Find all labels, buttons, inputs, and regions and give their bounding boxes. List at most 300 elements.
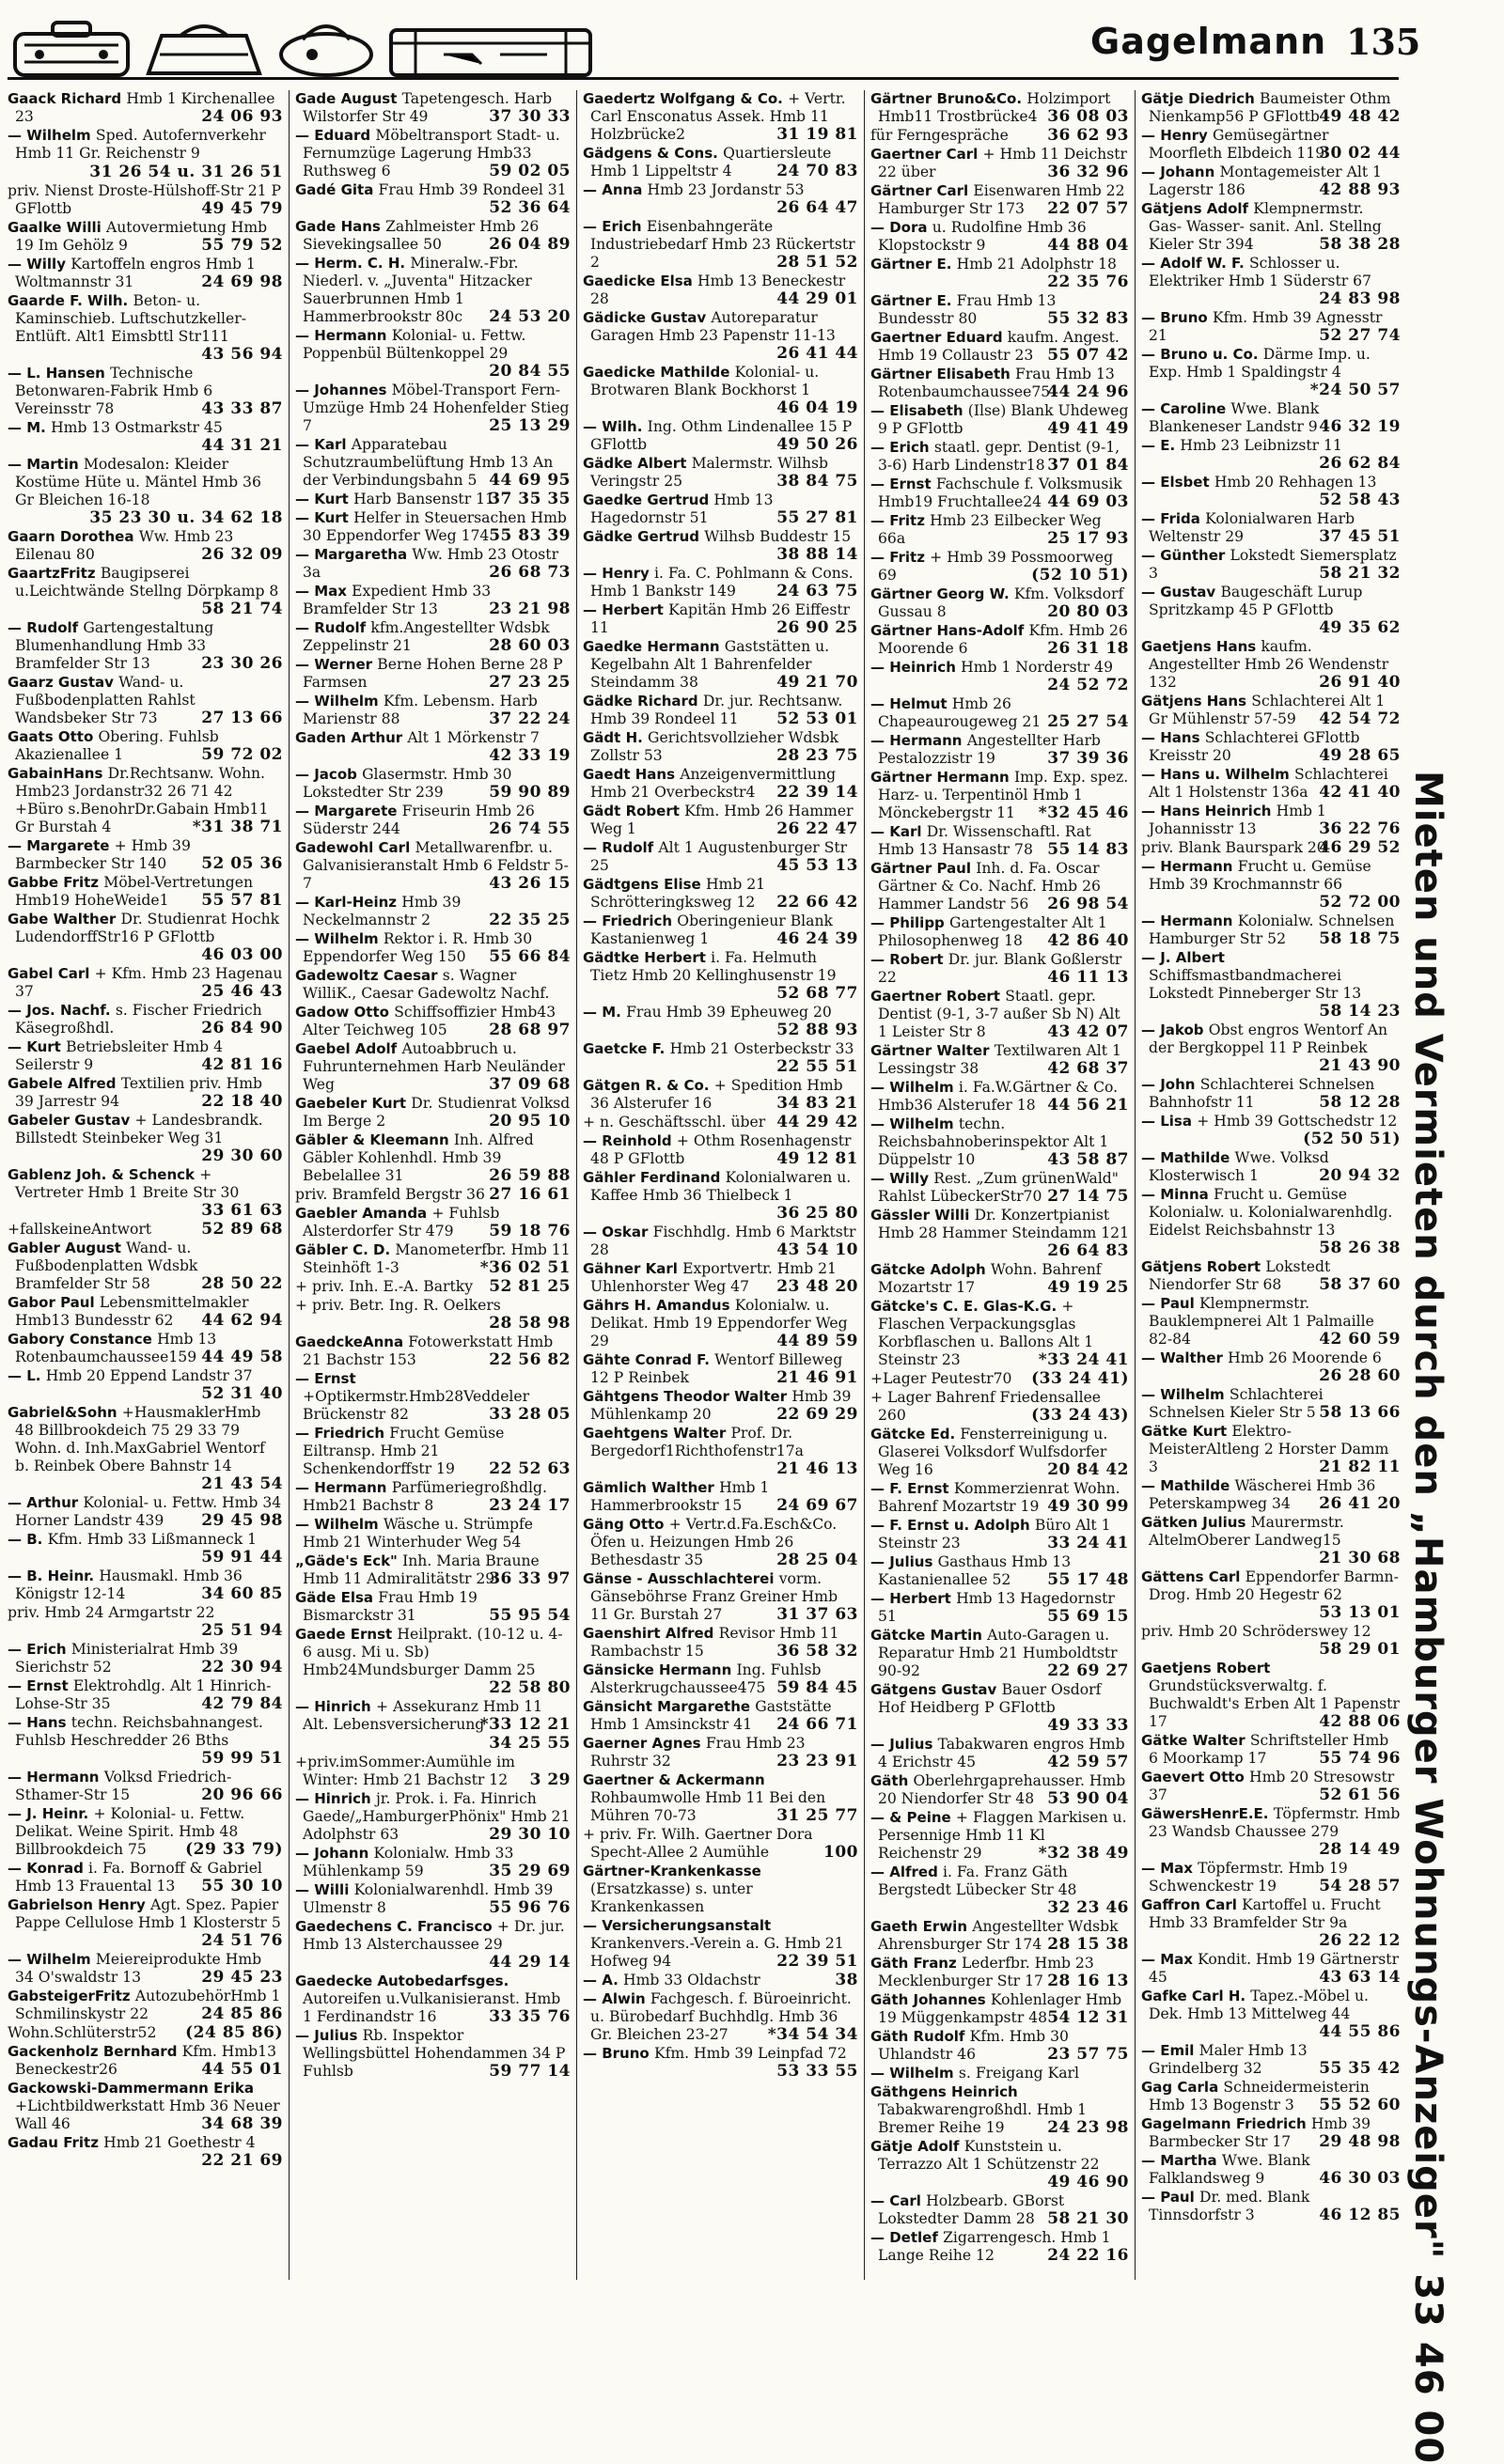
entry-details: Hmb 39 Neckelmannstr 2 bbox=[303, 894, 462, 928]
entry-details: Grundstücksverwaltg. f. Buchwaldt's Erben Alt 1 Papenstr 17 bbox=[1149, 1677, 1400, 1730]
entry-name: Gaetjens Robert bbox=[1141, 1660, 1271, 1676]
entry-phone: 34 68 39 bbox=[201, 2114, 283, 2133]
entry-phone: 54 28 57 bbox=[1319, 1877, 1401, 1895]
entry-phone: 55 83 39 bbox=[489, 526, 571, 545]
entry-phone: 24 06 93 bbox=[201, 107, 283, 126]
directory-entry bbox=[1141, 949, 1401, 1021]
directory-entry bbox=[583, 1260, 858, 1296]
entry-details: Alt 1 Augustenburger Str 25 bbox=[590, 839, 848, 874]
entry-details: Ministerialrat Hmb 39 Sierichstr 52 bbox=[15, 1641, 239, 1676]
entry-details: Parfümeriegroßhdlg. Hmb21 Bachstr 8 bbox=[303, 1479, 547, 1514]
entry-phone: 58 38 28 bbox=[1319, 235, 1401, 254]
directory-entry bbox=[870, 1042, 1129, 1078]
directory-columns bbox=[8, 90, 1418, 2280]
entry-name: Gaenshirt Alfred bbox=[583, 1625, 719, 1642]
entry-phone: 59 02 05 bbox=[489, 162, 571, 180]
directory-entry bbox=[870, 1627, 1129, 1680]
directory-entry bbox=[8, 1988, 283, 2023]
entry-name: Gaede Ernst bbox=[295, 1626, 398, 1643]
directory-entry bbox=[8, 1951, 283, 1987]
entry-name: Gaetjens Hans bbox=[1141, 638, 1261, 655]
directory-entry bbox=[295, 2027, 571, 2081]
entry-name: — Minna bbox=[1141, 1186, 1214, 1203]
entry-phone: 28 58 98 bbox=[489, 1314, 571, 1333]
entry-name: — Hermann bbox=[8, 1769, 104, 1786]
entry-name: — Max bbox=[1141, 1860, 1198, 1877]
entry-phone: 20 84 55 bbox=[489, 362, 571, 381]
entry-details: + Assekuranz Hmb 11 Alt. Lebensversicherung bbox=[303, 1698, 543, 1733]
directory-entry bbox=[8, 619, 283, 673]
entry-name: Gänse - Ausschlachterei bbox=[583, 1570, 779, 1587]
entry-name: — Günther bbox=[1141, 547, 1230, 564]
entry-phone: 26 59 88 bbox=[489, 1166, 571, 1185]
entry-name: Gäth Rudolf bbox=[870, 2028, 970, 2045]
entry-details: Kfm. Hmb 30 Uhlandstr 46 bbox=[878, 2028, 1069, 2063]
entry-phone: 26 32 09 bbox=[201, 545, 283, 564]
entry-name: — Karl bbox=[295, 436, 352, 453]
entry-name: — Wilhelm bbox=[8, 127, 96, 144]
directory-entry bbox=[583, 1972, 858, 1989]
entry-phone: 22 52 63 bbox=[489, 1459, 571, 1478]
directory-entry bbox=[583, 145, 858, 180]
entry-phone: 24 23 98 bbox=[1047, 2118, 1129, 2137]
entry-phone: 26 64 47 bbox=[776, 198, 858, 217]
directory-entry bbox=[870, 823, 1129, 859]
entry-details: Tapetengesch. Harb Wilstorfer Str 49 bbox=[303, 90, 553, 125]
entry-phone: 20 80 03 bbox=[1047, 602, 1129, 621]
entry-phone: 55 96 76 bbox=[489, 1898, 571, 1917]
entry-details: Kolonialwarenhdl. Hmb 39 Ulmenstr 8 bbox=[303, 1881, 554, 1916]
entry-phone: 59 90 89 bbox=[489, 783, 571, 802]
entry-details: Fachgesch. f. Büroeinricht. u. Bürobedarf Buchhdlg. Hmb 36 Gr. Bleichen 23-27 bbox=[590, 1990, 852, 2043]
entry-name: — Hans bbox=[1141, 729, 1205, 746]
entry-name: — Ernst bbox=[8, 1677, 73, 1694]
entry-details: Dr. Studienrat Volksd Im Berge 2 bbox=[303, 1095, 571, 1130]
entry-phone: *32 45 46 bbox=[1038, 803, 1129, 822]
entry-phone: 24 83 98 bbox=[1319, 289, 1401, 308]
directory-entry bbox=[583, 1625, 858, 1661]
directory-entry bbox=[295, 1095, 571, 1131]
entry-details: Kfm. Hmb 26 Hammer Weg 1 bbox=[590, 803, 854, 837]
entry-phone: 58 21 74 bbox=[201, 600, 283, 618]
entry-details: + Othm Rosenhagenstr 48 P GFlottb bbox=[590, 1132, 852, 1167]
entry-name: Gähler Ferdinand bbox=[583, 1169, 726, 1186]
entry-details: Angestellter Harb Pestalozzistr 19 bbox=[878, 732, 1101, 767]
entry-name: — Fritz bbox=[870, 512, 931, 529]
entry-details: Wohn. Bahrenf Mozartstr 17 bbox=[878, 1261, 1102, 1296]
entry-name: Gaedicke Elsa bbox=[583, 273, 698, 289]
entry-details: Wwe. Blank Falklandsweg 9 bbox=[1149, 2152, 1310, 2187]
entry-name: Gaeth Erwin bbox=[870, 1918, 973, 1935]
entry-details: Hmb 1 Johannisstr 13 bbox=[1149, 803, 1326, 837]
entry-name: Gärtner-Krankenkasse bbox=[583, 1863, 761, 1879]
entry-phone: 26 04 89 bbox=[489, 235, 571, 254]
directory-entry bbox=[1141, 1568, 1401, 1622]
entry-name: — J. Albert bbox=[1141, 949, 1225, 966]
directory-entry bbox=[8, 1677, 283, 1713]
entry-name: — Eduard bbox=[295, 127, 376, 144]
directory-entry bbox=[8, 182, 283, 218]
entry-details: Kolonialwaren u. Kaffee Hmb 36 Thielbeck 1 bbox=[590, 1169, 852, 1204]
entry-details: priv. Bramfeld Bergstr 36 bbox=[295, 1186, 485, 1203]
entry-details: techn. Reichsbahnoberinspektor Alt 1 Düppelstr 10 bbox=[878, 1115, 1109, 1168]
directory-entry bbox=[1141, 1988, 1401, 2041]
directory-entry bbox=[583, 528, 858, 564]
directory-entry bbox=[870, 769, 1129, 822]
directory-entry bbox=[1141, 1514, 1401, 1567]
entry-phone: 21 82 11 bbox=[1319, 1458, 1401, 1476]
entry-phone: 59 72 02 bbox=[201, 745, 283, 764]
entry-name: Gätjens Adolf bbox=[1141, 200, 1254, 217]
directory-entry bbox=[1141, 1951, 1401, 1987]
entry-name: — Hermann bbox=[870, 732, 967, 749]
entry-phone: 22 55 51 bbox=[776, 1057, 858, 1076]
entry-phone: 46 11 13 bbox=[1047, 968, 1129, 987]
directory-entry bbox=[583, 1004, 858, 1039]
entry-name: Gaertner Robert bbox=[870, 988, 1006, 1005]
entry-name: — Hermann bbox=[1141, 912, 1238, 929]
entry-phone: 49 45 79 bbox=[201, 199, 283, 218]
entry-name: — & Peine bbox=[870, 1809, 956, 1826]
entry-phone: 22 58 80 bbox=[489, 1678, 571, 1697]
entry-phone: 20 84 42 bbox=[1047, 1460, 1129, 1479]
side-advert bbox=[1406, 771, 1491, 2464]
entry-phone: 53 13 01 bbox=[1319, 1603, 1401, 1622]
suitcase-icon bbox=[11, 17, 133, 79]
entry-name: — Rudolf bbox=[583, 839, 659, 856]
entry-phone: 32 23 46 bbox=[1047, 1898, 1129, 1917]
entry-phone: 52 88 93 bbox=[776, 1021, 858, 1039]
entry-details: Eisenbahngeräte Industriebedarf Hmb 23 Rückertstr 2 bbox=[590, 218, 855, 271]
directory-entry bbox=[1141, 90, 1401, 126]
directory-entry bbox=[870, 1590, 1129, 1626]
directory-entry bbox=[870, 1991, 1129, 2027]
entry-details: Möbel-Transport Fern-Umzüge Hmb 24 Hohenfelder Stieg 7 bbox=[303, 382, 570, 434]
entry-phone: 52 27 74 bbox=[1319, 326, 1401, 345]
entry-name: — Hermann bbox=[295, 1479, 392, 1496]
entry-name: — Hermann bbox=[295, 327, 392, 344]
entry-details: Gasthaus Hmb 13 Kastanienallee 52 bbox=[878, 1553, 1072, 1588]
directory-entry bbox=[870, 2083, 1129, 2137]
entry-name: Gade August bbox=[295, 90, 402, 107]
entry-phone: 44 29 42 bbox=[776, 1113, 858, 1131]
entry-name: — Johannes bbox=[295, 382, 392, 398]
entry-phone: 24 69 98 bbox=[201, 273, 283, 291]
entry-details: Alt 1 Mörkenstr 7 bbox=[407, 729, 540, 746]
entry-phone: 34 60 85 bbox=[201, 1584, 283, 1603]
directory-entry bbox=[583, 565, 858, 600]
directory-entry bbox=[870, 549, 1129, 585]
entry-details: Metallwarenfbr. u. Galvanisieranstalt Hmb 6 Feldstr 5-7 bbox=[303, 839, 569, 892]
directory-entry bbox=[295, 894, 571, 929]
directory-entry bbox=[870, 1170, 1129, 1206]
entry-name: Gätjens Robert bbox=[1141, 1258, 1266, 1275]
directory-entry bbox=[870, 695, 1129, 731]
entry-details: Autoreifen u.Vulkanisieranst. Hmb 1 Ferdinandstr 16 bbox=[303, 1990, 561, 2025]
entry-phone: 46 03 00 bbox=[201, 945, 283, 964]
directory-entry bbox=[295, 1589, 571, 1625]
entry-details: Tapez.-Möbel u. Dek. Hmb 13 Mittelweg 44 bbox=[1149, 1988, 1369, 2022]
directory-entry bbox=[8, 1367, 283, 1403]
entry-details: Inh. d. Fa. Oscar Gärtner & Co. Nachf. Hmb 26 Hammer Landstr 56 bbox=[878, 860, 1101, 912]
entry-name: Gabele Alfred bbox=[8, 1075, 121, 1092]
entry-name: — Hinrich bbox=[295, 1790, 376, 1807]
entry-details: Schiffsoffizier Hmb43 Alter Teichweg 105 bbox=[303, 1004, 556, 1038]
entry-name: — Elisabeth bbox=[870, 402, 968, 419]
entry-name: — Erich bbox=[583, 218, 647, 235]
entry-phone: 44 62 94 bbox=[201, 1311, 283, 1330]
entry-details: Kfm. Lebensm. Harb Marienstr 88 bbox=[303, 693, 538, 727]
directory-entry bbox=[8, 837, 283, 873]
entry-phone: (52 10 51) bbox=[1031, 566, 1129, 585]
entry-phone: 22 07 57 bbox=[1047, 199, 1129, 218]
entry-phone: 25 46 43 bbox=[201, 982, 283, 1001]
directory-entry bbox=[8, 1221, 283, 1239]
directory-entry bbox=[295, 1370, 571, 1424]
directory-entry bbox=[1141, 1021, 1401, 1075]
entry-name: — Rudolf bbox=[8, 619, 84, 636]
entry-details: Harb Bansenstr 11 bbox=[353, 491, 494, 507]
entry-phone: 22 69 29 bbox=[776, 1405, 858, 1424]
directory-entry bbox=[8, 528, 283, 564]
entry-phone: 28 15 38 bbox=[1047, 1935, 1129, 1954]
entry-name: — E. bbox=[1141, 437, 1181, 454]
entry-details: s. Fischer Friedrich Käsegroßhdl. bbox=[15, 1002, 262, 1037]
entry-details: Maler Hmb 13 Grindelberg 32 bbox=[1149, 2042, 1308, 2077]
entry-name: — Carl bbox=[870, 2192, 927, 2209]
entry-name: Gackowski-Dammermann Erika bbox=[8, 2080, 254, 2097]
entry-details: + Vertr.d.Fa.Esch&Co. Öfen u. Heizungen Hmb 26 Bethesdastr 35 bbox=[590, 1516, 838, 1568]
entry-phone: 55 17 48 bbox=[1047, 1570, 1129, 1589]
directory-entry bbox=[583, 839, 858, 875]
entry-phone: 46 32 19 bbox=[1319, 417, 1401, 436]
entry-name: Gärtner Carl bbox=[870, 182, 974, 199]
entry-details: Wentorf Billeweg 12 P Reinbek bbox=[590, 1351, 843, 1386]
entry-details: + Spedition Hmb 36 Alsterufer 16 bbox=[590, 1077, 843, 1112]
entry-name: — Werner bbox=[295, 656, 378, 673]
entry-phone: 58 14 23 bbox=[1319, 1002, 1401, 1021]
directory-entry bbox=[295, 693, 571, 728]
directory-entry bbox=[8, 127, 283, 163]
entry-details: Textilien priv. Hmb 39 Jarrestr 94 bbox=[15, 1075, 263, 1110]
entry-details: Tabakwarengroßhdl. Hmb 1 Bremer Reihe 19 bbox=[878, 2101, 1087, 2136]
entry-name: — Oskar bbox=[583, 1224, 653, 1240]
entry-details: Rohbaumwolle Hmb 11 Bei den Mühren 70-73 bbox=[590, 1789, 826, 1824]
directory-entry bbox=[8, 1075, 283, 1111]
entry-name: — Julius bbox=[295, 2027, 363, 2044]
entry-details: + Hmb 11 Deichstr 22 über bbox=[878, 146, 1127, 180]
entry-phone: 31 19 81 bbox=[776, 125, 858, 144]
directory-entry bbox=[1141, 1896, 1401, 1950]
directory-entry bbox=[870, 622, 1129, 658]
entry-name: — Jacob bbox=[295, 766, 363, 783]
directory-entry bbox=[8, 1604, 283, 1640]
entry-phone: 44 49 58 bbox=[201, 1348, 283, 1366]
entry-name: Gätcke's C. E. Glas-K.G. bbox=[870, 1298, 1062, 1315]
directory-entry bbox=[8, 365, 283, 418]
entry-details: + Kfm. Hmb 23 Hagenau 37 bbox=[15, 965, 283, 1000]
entry-details: Schlachterei Alt 1 Gr Mühlenstr 57-59 bbox=[1149, 693, 1386, 727]
entry-phone: 24 63 75 bbox=[776, 582, 858, 600]
entry-details: + Landesbrandk. Billstedt Steinbeker Weg 31 bbox=[15, 1112, 263, 1146]
directory-entry bbox=[870, 256, 1129, 291]
entry-phone: 49 21 70 bbox=[776, 673, 858, 692]
entry-name: — Walther bbox=[1141, 1349, 1229, 1366]
entry-details: Hmb 1 Hammerbrookstr 15 bbox=[590, 1479, 770, 1514]
entry-name: Gabeler Gustav bbox=[8, 1112, 135, 1129]
directory-entry bbox=[8, 1896, 283, 1950]
directory-entry bbox=[8, 1404, 283, 1493]
entry-name: Gärtner Georg W. bbox=[870, 585, 1014, 602]
entry-name: — Detlef bbox=[870, 2229, 944, 2246]
directory-entry bbox=[8, 1240, 283, 1293]
directory-entry bbox=[8, 1805, 283, 1859]
directory-entry bbox=[870, 1426, 1129, 1479]
entry-name: Gäbler C. D. bbox=[295, 1241, 396, 1258]
entry-phone: 37 39 36 bbox=[1047, 749, 1129, 768]
entry-name: Gäng Otto bbox=[583, 1516, 669, 1533]
entry-phone: 36 58 32 bbox=[776, 1642, 858, 1661]
entry-name: Gaarde F. Wilh. bbox=[8, 292, 133, 309]
entry-name: Gärtner E. bbox=[870, 256, 957, 273]
entry-details: Wäsche u. Strümpfe Hmb 21 Winterhuder Weg 54 bbox=[303, 1516, 534, 1551]
directory-entry bbox=[583, 766, 858, 802]
entry-phone: 21 46 13 bbox=[776, 1459, 858, 1478]
entry-phone: 55 69 15 bbox=[1047, 1607, 1129, 1626]
entry-name: Gafke Carl H. bbox=[1141, 1988, 1251, 2004]
entry-phone: 55 14 83 bbox=[1047, 840, 1129, 859]
entry-name: — Kurt bbox=[295, 491, 354, 507]
entry-phone: 59 77 14 bbox=[489, 2062, 571, 2081]
entry-phone: 49 28 65 bbox=[1319, 746, 1401, 765]
directory-entry bbox=[870, 512, 1129, 548]
entry-name: — Karl-Heinz bbox=[295, 894, 402, 911]
directory-entry bbox=[295, 619, 571, 655]
entry-phone: 22 30 94 bbox=[201, 1658, 283, 1676]
directory-entry bbox=[295, 1241, 571, 1277]
entry-details: Maurermstr. AltelmOberer Landweg15 bbox=[1149, 1514, 1344, 1549]
entry-details: Gartengestaltung Blumenhandlung Hmb 33 Bramfelder Str 13 bbox=[15, 619, 214, 672]
directory-entry bbox=[1141, 510, 1401, 546]
entry-name: Gabory Constance bbox=[8, 1331, 158, 1348]
entry-details: Hmb 26 Moorende 6 bbox=[1228, 1349, 1382, 1366]
entry-phone: 58 21 30 bbox=[1047, 2209, 1129, 2228]
entry-name: — Fritz bbox=[870, 549, 931, 566]
entry-details: Elektrohdlg. Alt 1 Hinrich-Lohse-Str 35 bbox=[15, 1677, 272, 1712]
entry-name: Gähte Conrad F. bbox=[583, 1351, 715, 1368]
entry-details: Kolonialwaren Harb Weltenstr 29 bbox=[1149, 510, 1355, 545]
entry-details: Hausmakl. Hmb 36 Königstr 12-14 bbox=[15, 1567, 243, 1602]
column-5 bbox=[1141, 90, 1406, 2280]
entry-phone: 31 37 63 bbox=[776, 1605, 858, 1624]
entry-details: +fallskeineAntwort bbox=[8, 1221, 152, 1238]
entry-details: Schriftsteller Hmb 6 Moorkamp 17 bbox=[1149, 1732, 1389, 1767]
entry-details: Frucht u. Gemüse Hmb 39 Krochmannstr 66 bbox=[1149, 858, 1371, 893]
directory-entry bbox=[295, 1186, 571, 1204]
directory-entry bbox=[583, 418, 858, 454]
entry-name: Gadé Gita bbox=[295, 181, 379, 198]
entry-name: — Hermann bbox=[1141, 858, 1238, 875]
directory-entry bbox=[8, 874, 283, 910]
directory-entry bbox=[870, 439, 1129, 475]
directory-entry bbox=[8, 164, 283, 181]
entry-name: — A. bbox=[583, 1972, 624, 1988]
directory-entry bbox=[1141, 858, 1401, 912]
entry-details: Elektro-MeisterAltleng 2 Horster Damm 3 bbox=[1149, 1423, 1389, 1475]
directory-entry bbox=[583, 491, 858, 527]
entry-name: — Margarete bbox=[8, 837, 115, 854]
directory-entry bbox=[295, 1881, 571, 1917]
directory-entry bbox=[295, 127, 571, 180]
entry-name: Gätgens Gustav bbox=[870, 1681, 1002, 1698]
directory-entry bbox=[295, 1004, 571, 1039]
entry-details: Kolonialw. Schnelsen Hamburger Str 52 bbox=[1149, 912, 1395, 947]
entry-phone: 43 26 15 bbox=[489, 874, 571, 893]
entry-phone: 34 83 21 bbox=[776, 1094, 858, 1113]
entry-name: — Willy bbox=[8, 256, 71, 273]
directory-entry bbox=[870, 1809, 1129, 1863]
entry-details: Wand- u. Fußbodenplatten Rahlst Wandsbeker Str 73 bbox=[15, 674, 196, 726]
entry-phone: 26 74 55 bbox=[489, 819, 571, 838]
directory-entry bbox=[583, 90, 858, 144]
entry-name: — Paul bbox=[1141, 2189, 1199, 2206]
entry-phone: 35 29 69 bbox=[489, 1862, 571, 1880]
directory-entry bbox=[870, 1079, 1129, 1115]
directory-entry bbox=[870, 659, 1129, 694]
entry-phone: 37 22 24 bbox=[489, 710, 571, 728]
directory-entry bbox=[295, 181, 571, 217]
handbag-icon bbox=[274, 17, 378, 79]
entry-phone: 24 52 72 bbox=[1047, 676, 1129, 694]
entry-phone: 43 56 94 bbox=[201, 345, 283, 364]
directory-entry bbox=[583, 1570, 858, 1624]
entry-phone: 55 79 52 bbox=[201, 236, 283, 255]
entry-phone: 25 17 93 bbox=[1047, 529, 1129, 548]
entry-details: Hmb 20 Eppend Landstr 37 bbox=[45, 1367, 253, 1384]
directory-entry bbox=[295, 656, 571, 692]
entry-phone: 25 13 29 bbox=[489, 416, 571, 435]
entry-details: (Ilse) Blank Uhdeweg 9 P GFlottb bbox=[878, 402, 1129, 437]
entry-details: i. Fa. Franz Gäth Bergstedt Lübecker Str 48 bbox=[878, 1864, 1077, 1898]
entry-details: Autovermietung Hmb 19 Im Gehölz 9 bbox=[15, 219, 268, 254]
entry-details: priv. Blank Baurspark 20 bbox=[1141, 839, 1326, 856]
entry-phone: 22 35 25 bbox=[489, 911, 571, 929]
entry-phone: 28 14 49 bbox=[1319, 1840, 1401, 1859]
entry-phone: 49 12 81 bbox=[776, 1149, 858, 1168]
directory-entry bbox=[1141, 2042, 1401, 2078]
directory-entry bbox=[1141, 839, 1401, 857]
entry-details: staatl. gepr. Dentist (9-1, 3-6) Harb Lindenstr18 bbox=[878, 439, 1120, 474]
entry-phone: 43 33 87 bbox=[201, 399, 283, 418]
entry-details: u. Rudolfine Hmb 36 Klopstockstr 9 bbox=[878, 219, 1087, 254]
entry-details: Exportvertr. Hmb 21 Uhlenhorster Weg 47 bbox=[590, 1260, 837, 1295]
entry-name: GaartzFritz bbox=[8, 565, 101, 582]
entry-name: — Bruno bbox=[583, 2045, 654, 2062]
entry-phone: 55 66 84 bbox=[489, 947, 571, 966]
entry-phone: 22 35 76 bbox=[1047, 273, 1129, 291]
entry-name: Gaarz Gustav bbox=[8, 674, 119, 691]
entry-name: GabainHans bbox=[8, 765, 108, 782]
entry-name: Gäth bbox=[870, 1772, 914, 1789]
entry-details: Frucht Gemüse Eiltransp. Hmb 21 Schenkendorffstr 19 bbox=[303, 1425, 505, 1477]
entry-phone: 59 99 51 bbox=[201, 1749, 283, 1768]
directory-entry bbox=[8, 2134, 283, 2170]
entry-details: Därme Imp. u. Exp. Hmb 1 Spaldingstr 4 bbox=[1149, 346, 1371, 381]
entry-details: Lederfbr. Hmb 23 Mecklenburger Str 17 bbox=[878, 1955, 1094, 1989]
directory-entry bbox=[1141, 912, 1401, 948]
entry-details: Fotowerkstatt Hmb 21 Bachstr 153 bbox=[303, 1333, 554, 1368]
directory-entry bbox=[1141, 1805, 1401, 1859]
